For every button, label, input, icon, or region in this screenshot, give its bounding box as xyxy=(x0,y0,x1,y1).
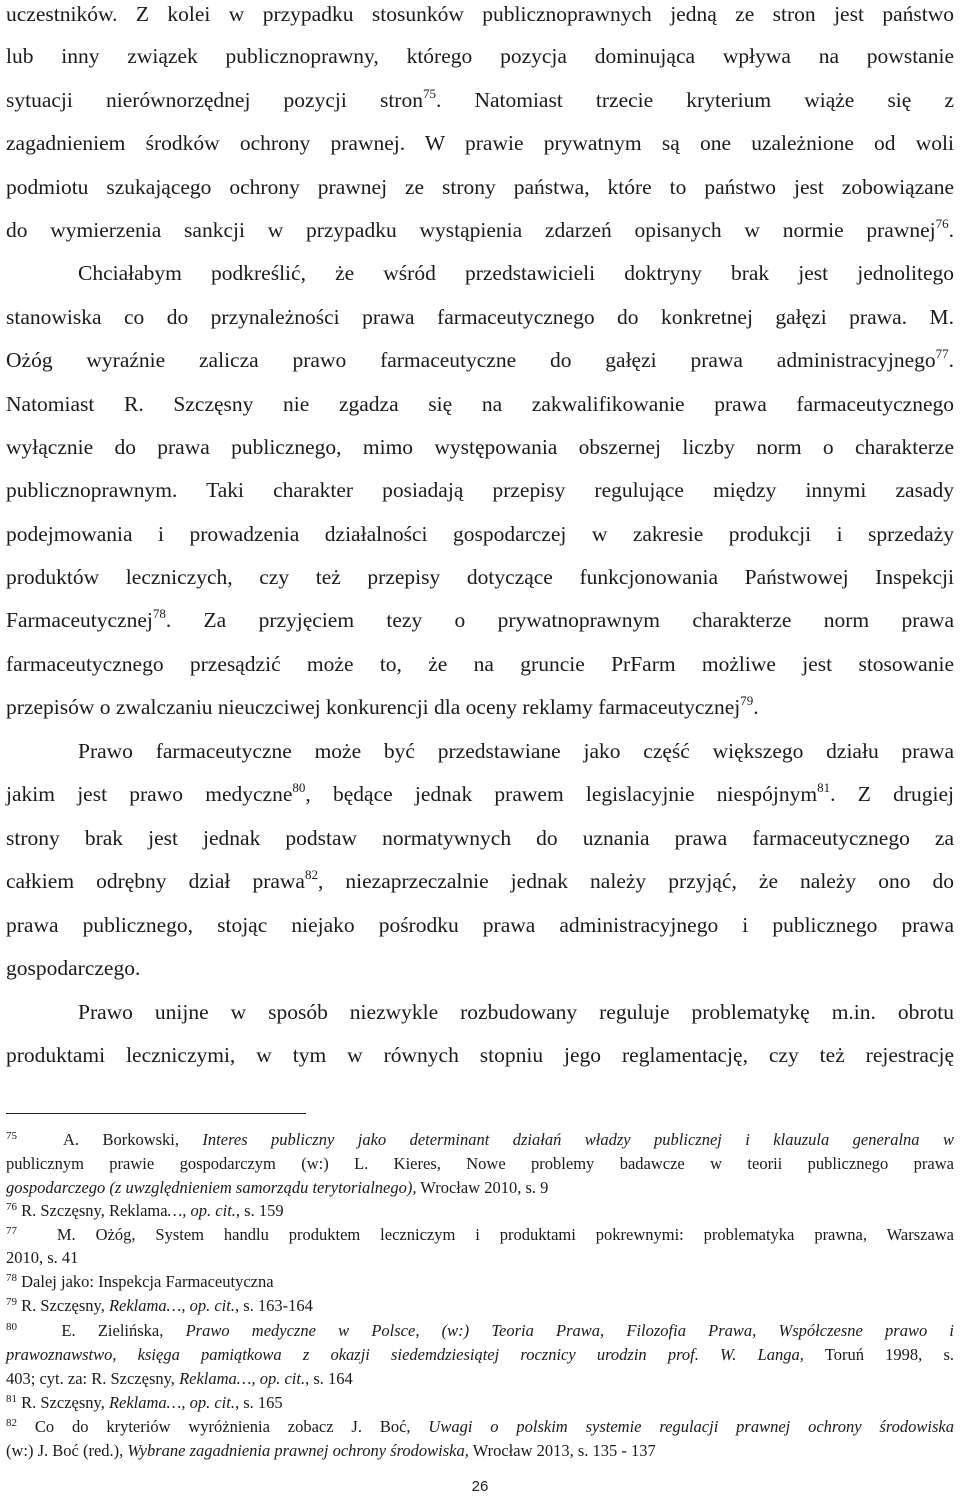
footnote-ref-82[interactable]: 82 xyxy=(304,867,318,882)
footnote-80-line-3: 403; cyt. za: R. Szczęsny, Reklama…, op. cit., s. 164 xyxy=(6,1369,353,1388)
body-line-23: gospodarczego. xyxy=(6,956,141,980)
body-line-20: strony brak jest jednak podstaw normatywnych do uznania prawa farmaceutycznego za xyxy=(6,826,954,850)
body-line-6: do wymierzenia sankcji w przypadku wystąpienia zdarzeń opisanych w normie prawnej$^{76}$. xyxy=(6,216,954,242)
body-line-13: podejmowania i prowadzenia działalności gospodarczej w zakresie produkcji i sprzedaży xyxy=(6,522,954,546)
footnote-ref-81[interactable]: 81 xyxy=(817,780,831,795)
footnote-77-line-2: 2010, s. 41 xyxy=(6,1248,79,1267)
footnote-ref-80[interactable]: 80 xyxy=(292,780,306,795)
body-line-5: podmiotu szukającego ochrony prawnej ze strony państwa, które to państwo jest zobowiązane xyxy=(6,175,954,199)
body-line-12: publicznoprawnym. Taki charakter posiadają przepisy regulujące między innymi zasady xyxy=(6,478,954,502)
body-line-1: uczestników. Z kolei w przypadku stosunków publicznoprawnych jedną ze stron jest państwo xyxy=(6,2,954,26)
footnote-separator xyxy=(6,1113,306,1114)
body-line-21: całkiem odrębny dział prawa$^{82}$, niezaprzeczalnie jednak należy przyjąć, że należy ono do xyxy=(6,867,955,893)
footnote-80-line-2: prawoznawstwo, księga pamiątkowa z okazji siedemdziesiątej rocznicy urodzin prof. W. Langa, Toruń 1998, s. xyxy=(6,1345,955,1364)
footnote-ref-79[interactable]: 79 xyxy=(740,693,754,708)
footnote-78: $^{78}$ Dalej jako: Inspekcja Farmaceutyczna xyxy=(6,1272,274,1291)
body-line-15: Farmaceutycznej$^{78}$. Za przyjęciem tezy o prywatnoprawnym charakterze norm prawa xyxy=(6,606,954,632)
footnote-79: $^{79}$ R. Szczęsny, Reklama…, op. cit., s. 163-164 xyxy=(6,1296,313,1315)
body-line-22: prawa publicznego, stojąc niejako pośrodku prawa administracyjnego i publicznego prawa xyxy=(6,913,954,937)
footnote-ref-78[interactable]: 78 xyxy=(152,606,166,621)
body-line-2: lub inny związek publicznoprawny, którego pozycja dominująca wpływa na powstanie xyxy=(6,44,954,68)
body-line-18: Prawo farmaceutyczne może być przedstawiane jako część większego działu prawa xyxy=(78,739,954,763)
footnote-75-line-1: $^{75}$ A. Borkowski, Interes publiczny jako determinant działań władzy publicznej i klauzula generalna w xyxy=(6,1130,954,1149)
body-line-11: wyłącznie do prawa publicznego, mimo występowania obszernej liczby norm o charakterze xyxy=(6,435,954,459)
body-line-4: zagadnieniem środków ochrony prawnej. W prawie prywatnym są one uzależnione od woli xyxy=(6,131,954,155)
body-line-3: sytuacji nierównorzędnej pozycji stron$^{75}$. Natomiast trzecie kryterium wiąże się z xyxy=(6,86,954,112)
body-line-7: Chciałabym podkreślić, że wśród przedstawicieli doktryny brak jest jednolitego xyxy=(78,261,954,285)
body-line-24: Prawo unijne w sposób niezwykle rozbudowany reguluje problematykę m.in. obrotu xyxy=(78,1000,954,1024)
footnote-81: $^{81}$ R. Szczęsny, Reklama…, op. cit., s. 165 xyxy=(6,1393,283,1412)
footnote-82-line-1: $^{82}$ Co do kryteriów wyróżnienia zobacz J. Boć, Uwagi o polskim systemie regulacji prawnej ochrony środowiska xyxy=(6,1417,954,1436)
body-line-8: stanowiska co do przynależności prawa farmaceutycznego do konkretnej gałęzi prawa. M. xyxy=(6,305,954,329)
footnote-77-line-1: $^{77}$ M. Ożóg, System handlu produktem leczniczym i produktami pokrewnymi: problematyka prawna, Warszawa xyxy=(6,1225,955,1244)
footnote-ref-77[interactable]: 77 xyxy=(935,346,949,361)
body-line-19: jakim jest prawo medyczne$^{80}$, będące jednak prawem legislacyjnie niespójnym$^{81}$. Z drugiej xyxy=(6,780,954,806)
body-line-14: produktów leczniczych, czy też przepisy dotyczące funkcjonowania Państwowej Inspekcji xyxy=(6,565,954,589)
page-number: 26 xyxy=(471,1478,489,1495)
footnote-ref-76[interactable]: 76 xyxy=(935,216,949,231)
footnote-76: $^{76}$ R. Szczęsny, Reklama…, op. cit., s. 159 xyxy=(6,1201,284,1220)
body-line-16: farmaceutycznego przesądzić może to, że na gruncie PrFarm możliwe jest stosowanie xyxy=(6,652,954,676)
body-line-25: produktami leczniczymi, w tym w równych stopniu jego reglamentację, czy też rejestrację xyxy=(6,1043,954,1067)
footnote-80-line-1: $^{80}$ E. Zielińska, Prawo medyczne w Polsce, (w:) Teoria Prawa, Filozofia Prawa, Współczesne prawo i xyxy=(6,1321,955,1340)
footnote-75-line-2: publicznym prawie gospodarczym (w:) L. Kieres, Nowe problemy badawcze w teorii publicznego prawa xyxy=(6,1154,954,1173)
body-line-17: przepisów o zwalczaniu nieuczciwej konkurencji dla oceny reklamy farmaceutycznej$^{79}$. xyxy=(6,693,759,719)
body-line-9: Ożóg wyraźnie zalicza prawo farmaceutyczne do gałęzi prawa administracyjnego$^{77}$. xyxy=(6,346,954,372)
footnote-82-line-2: (w:) J. Boć (red.), Wybrane zagadnienia prawnej ochrony środowiska, Wrocław 2013, s. 135 - 137 xyxy=(6,1441,656,1460)
body-line-10: Natomiast R. Szczęsny nie zgadza się na zakwalifikowanie prawa farmaceutycznego xyxy=(6,392,954,416)
footnote-ref-75[interactable]: 75 xyxy=(422,86,436,101)
footnote-75-line-3: gospodarczego (z uwzględnieniem samorządu terytorialnego), Wrocław 2010, s. 9 xyxy=(6,1178,549,1197)
